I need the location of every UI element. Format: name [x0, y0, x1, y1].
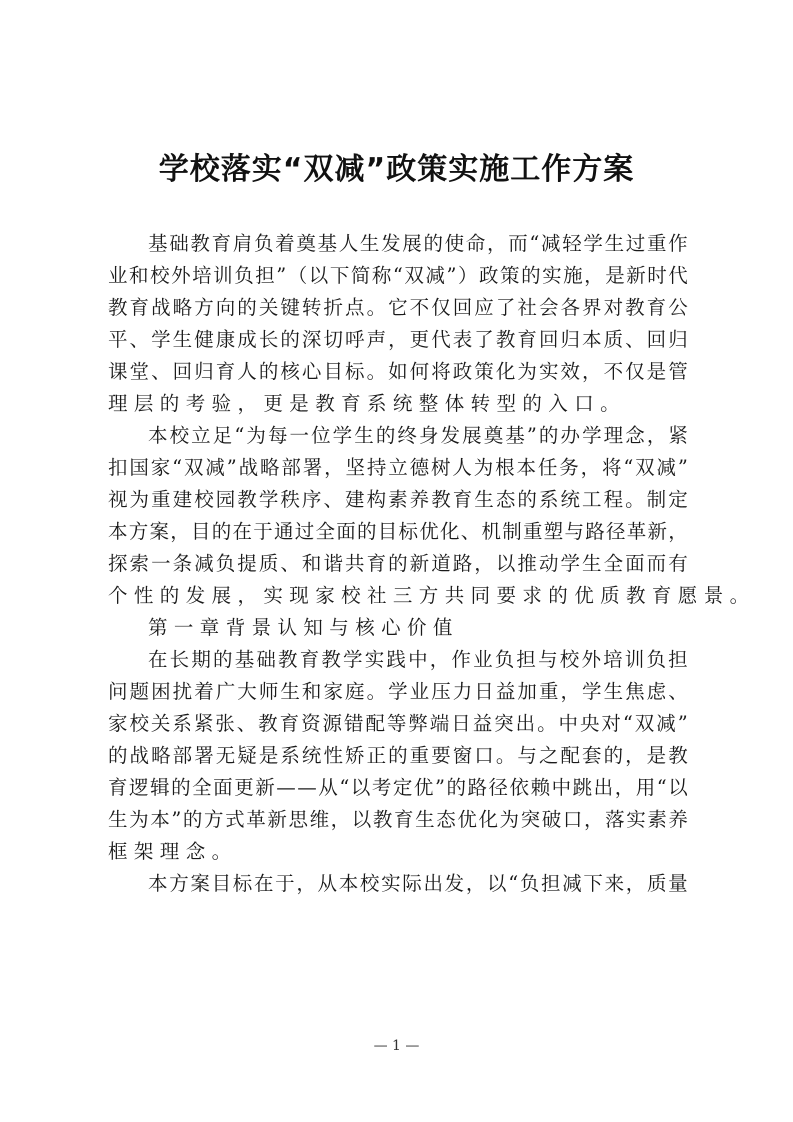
text-line: 育 逻 辑 的 全 面 更 新 — — 从 “ 以 考 定 优 ” 的 路 径 依 赖 中 跳 出 ， 用 “ 以: [108, 776, 688, 799]
text-line: 问 题 困 扰 着 广 大 师 生 和 家 庭 。 学 业 压 力 日 益 加 重 ， 学 生 焦 虑 、: [108, 680, 688, 703]
text-line: 生 为 本 ” 的 方 式 革 新 思 维 ， 以 教 育 生 态 优 化 为 突 破 口 ， 落 实 素 养: [108, 808, 688, 831]
page-number: — 1 —: [373, 1038, 420, 1054]
text-line: 框架理念。: [108, 840, 238, 863]
document-body: [108, 228, 756, 900]
text-line: 业 和 校 外 培 训 负 担 ” （ 以 下 简 称 “ 双 减 ” ） 政 策 的 实 施 ， 是 新 时 代: [108, 264, 688, 287]
text-line: 教 育 战 略 方 向 的 关 键 转 折 点 。 它 不 仅 回 应 了 社 会 各 界 对 教 育 公: [108, 296, 688, 319]
text-line: 探 索 一 条 减 负 提 质 、 和 谐 共 育 的 新 道 路 ， 以 推 动 学 生 全 面 而 有: [108, 552, 688, 575]
text-line: 课 堂 、 回 归 育 人 的 核 心 目 标 。 如 何 将 政 策 化 为 实 效 ， 不 仅 是 管: [108, 360, 688, 383]
text-line: 扣 国 家 “ 双 减 ” 战 略 部 署 ， 坚 持 立 德 树 人 为 根 本 任 务 ， 将 “ 双 减 ”: [108, 456, 688, 479]
text-line: 在 长 期 的 基 础 教 育 教 学 实 践 中 ， 作 业 负 担 与 校 外 培 训 负 担: [148, 648, 688, 671]
text-line: 的 战 略 部 署 无 疑 是 系 统 性 矫 正 的 重 要 窗 口 。 与 之 配 套 的 ， 是 教: [108, 744, 688, 767]
text-line: 基 础 教 育 肩 负 着 奠 基 人 生 发 展 的 使 命 ， 而 “ 减 轻 学 生 过 重 作: [148, 232, 688, 255]
document-title: 学校落实“双减”政策实施工作方案: [158, 152, 635, 187]
text-line: 本 校 立 足 “ 为 每 一 位 学 生 的 终 身 发 展 奠 基 ” 的 办 学 理 念 ， 紧: [148, 424, 688, 447]
text-line: 第一章背景认知与核心价值: [148, 616, 459, 639]
text-line: 理层的考验，更是教育系统整体转型的入口。: [108, 392, 627, 415]
text-line: 视 为 重 建 校 园 教 学 秩 序 、 建 构 素 养 教 育 生 态 的 系 统 工 程 。 制 定: [108, 488, 688, 511]
text-line: 个性的发展，实现家校社三方共同要求的优质教育愿景。: [108, 584, 756, 607]
text-line: 家 校 关 系 紧 张 、 教 育 资 源 错 配 等 弊 端 日 益 突 出 。 中 央 对 “ 双 减 ”: [108, 712, 688, 735]
text-line: 本 方 案 ， 目 的 在 于 通 过 全 面 的 目 标 优 化 、 机 制 重 塑 与 路 径 革 新 ，: [108, 520, 688, 543]
text-line: 本 方 案 目 标 在 于 ， 从 本 校 实 际 出 发 ， 以 “ 负 担 减 下 来 ， 质 量: [148, 872, 688, 895]
text-line: 平 、 学 生 健 康 成 长 的 深 切 呼 声 ， 更 代 表 了 教 育 回 归 本 质 、 回 归: [108, 328, 688, 351]
